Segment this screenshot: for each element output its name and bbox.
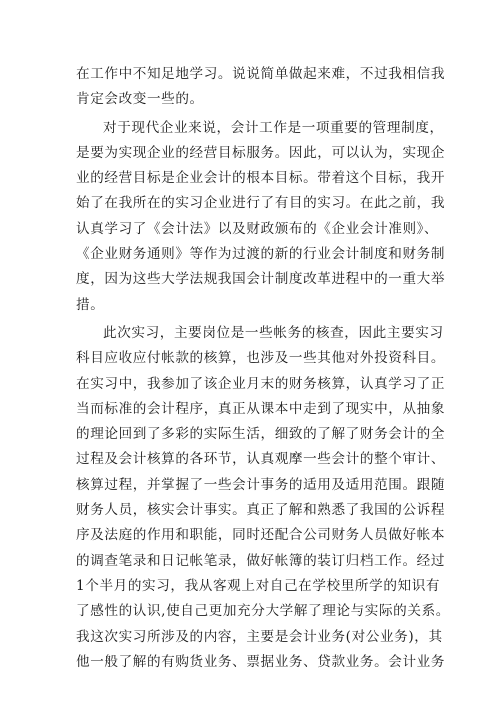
text-line: 《企业财务通则》等作为过渡的新的行业会计制度和财务制 — [76, 246, 446, 263]
paragraph-2 — [76, 116, 446, 318]
text-line: 认真学习了《会计法》以及财政颁布的《企业会计准则》、 — [76, 220, 439, 237]
text-line: 是要为实现企业的经营目标服务。因此，可以认为，实现企 — [76, 144, 446, 161]
text-line: 科目应收应付帐款的核算，也涉及一些其他对外投资科目。 — [76, 350, 446, 367]
text-line: 我这次实习所涉及的内容，主要是会计业务(对公业务)，其 — [76, 628, 443, 645]
text-line: 在工作中不知足地学习。说说简单做起来难，不过我相信我 — [76, 66, 446, 82]
text-line: 度，因为这些大学法规我国会计制度改革进程中的一重大举 — [76, 271, 446, 288]
text-line: 财务人员，核实会计事实。真正了解和熟悉了我国的公诉程 — [76, 502, 446, 519]
paragraph-3 — [76, 321, 450, 675]
text-line: 的调查笔录和日记帐笔录，做好帐簿的装订归档工作。经过 — [76, 552, 446, 569]
text-line: 序及法庭的作用和职能，同时还配合公司财务人员做好帐本 — [76, 527, 446, 544]
text-line: 对于现代企业来说，会计工作是一项重要的管理制度， — [103, 119, 444, 136]
text-line: 1个半月的实习，我从客观上对自己在学校里所学的知识有 — [76, 577, 441, 594]
document-body — [76, 62, 450, 675]
text-line: 过程及会计核算的各环节，认真观摩一些会计的整个审计、 — [76, 451, 446, 468]
text-line: 始了在我所在的实习企业进行了有目的实习。在此之前，我 — [76, 195, 446, 212]
text-line: 核算过程，并掌握了一些会计事务的适用及适用范围。跟随 — [76, 476, 446, 493]
text-line: 了感性的认识,使自己更加充分大学解了理论与实际的关系。 — [76, 603, 450, 620]
text-line: 他一般了解的有购货业务、票据业务、贷款业务。会计业务 — [76, 653, 446, 670]
text-line: 此次实习，主要岗位是一些帐务的核查，因此主要实习 — [103, 324, 444, 341]
text-line: 业的经营目标是企业会计的根本目标。带着这个目标，我开 — [76, 170, 446, 187]
text-line: 在实习中，我参加了该企业月末的财务核算，认真学习了正 — [76, 375, 446, 392]
text-line: 的理论回到了多彩的实际生活，细致的了解了财务会计的全 — [76, 426, 446, 443]
text-line: 肯定会改变一些的。 — [76, 91, 204, 108]
text-line: 措。 — [76, 296, 105, 313]
paragraph-1 — [76, 62, 446, 113]
text-line: 当而标准的会计程序，真正从课本中走到了现实中，从抽象 — [76, 400, 446, 417]
